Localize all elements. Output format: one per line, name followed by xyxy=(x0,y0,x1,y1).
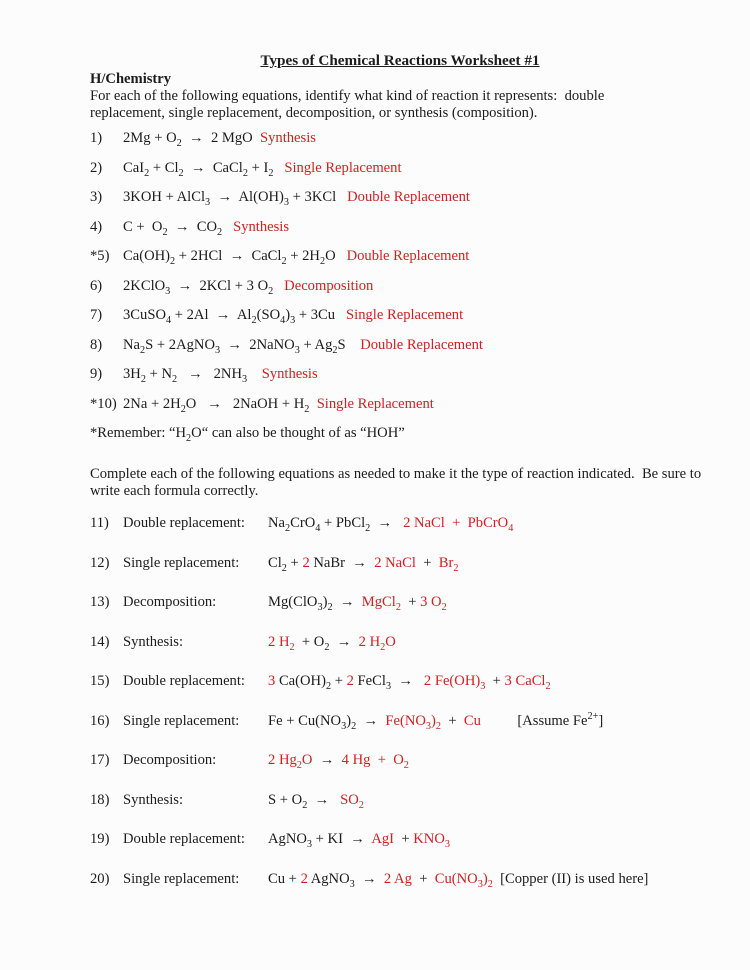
equation-segment: + xyxy=(394,831,414,847)
equation-segment: Single Replacement xyxy=(284,159,402,176)
equation-segment: NaBr → xyxy=(309,554,375,571)
section2-instructions-line2: write each formula correctly. xyxy=(90,483,259,499)
question-row xyxy=(90,871,710,888)
question-row xyxy=(90,337,710,354)
question-row xyxy=(90,248,710,265)
equation-segment: $Fe + Cu(NO_3)_2$ → xyxy=(268,712,386,732)
equation-segment: FeCl$_3$ → xyxy=(353,673,424,692)
question-number: 4) xyxy=(90,218,103,235)
equation-segment: $Fe(NO_3)_2$ xyxy=(385,712,442,732)
question-equation xyxy=(268,831,450,848)
question-row xyxy=(90,278,710,295)
equation-segment: $KNO_3$ xyxy=(413,831,450,850)
question-equation xyxy=(268,634,396,651)
question-number: 1) xyxy=(90,130,103,146)
equation-segment: 3CuSO$_4$ + $2Al \to Al_2(SO_4)_3 + 3Cu$ xyxy=(123,307,347,326)
equation-segment: + xyxy=(411,870,435,887)
equation-segment: + xyxy=(400,594,421,610)
equation-segment: Single Replacement xyxy=(316,395,434,412)
question-number: 9) xyxy=(90,366,103,382)
question-row xyxy=(90,634,710,651)
equation-segment: Decomposition xyxy=(284,277,374,294)
remember-note: *Remember: “$H_2O“$ can also be thought of as “HOH” xyxy=(90,425,405,444)
equation-segment: $Ca(OH)_2$ + xyxy=(275,673,347,692)
question-number: 16) xyxy=(90,712,110,729)
question-equation xyxy=(123,307,463,324)
question-equation xyxy=(268,515,513,532)
question-equation xyxy=(268,792,364,809)
equation-segment: AgNO$_3$ → xyxy=(307,870,384,890)
question-number: 2) xyxy=(90,159,103,176)
section-identify-reactions xyxy=(90,130,710,413)
equation-segment: 2 xyxy=(302,554,310,571)
equation-segment: + $O_2$ → xyxy=(294,633,359,653)
equation-segment: $2Na + 2H_2O$ → 2NaOH + $H_2$ xyxy=(123,395,310,415)
equation-segment: Double Replacement xyxy=(346,248,470,264)
equation-segment: Double Replacement xyxy=(360,336,483,353)
question-number: 20) xyxy=(90,870,110,887)
equation-segment: + xyxy=(485,673,505,689)
question-row xyxy=(90,219,710,236)
equation-segment: $SO_2$ xyxy=(340,791,364,811)
equation-segment: [Copper (II) is used here] xyxy=(492,870,649,887)
equation-segment: AgI xyxy=(371,831,395,847)
equation-segment: Cu + xyxy=(268,870,301,887)
equation-segment: 2 $Hg_2O$ xyxy=(268,752,313,771)
reaction-type-label: Single replacement: xyxy=(123,554,240,571)
question-number: *10) xyxy=(90,395,117,412)
equation-segment: 2 NaCl xyxy=(374,554,416,571)
question-row xyxy=(90,366,710,383)
equation-segment: $Cu(NO_3)_2$ xyxy=(434,870,493,890)
question-equation xyxy=(123,337,483,354)
equation-segment: 4 $Hg + O_2$ xyxy=(341,752,409,771)
equation-segment: $S + O_2$ → xyxy=(268,791,341,811)
question-row xyxy=(90,515,710,532)
equation-segment: $3H_2 + N_2 \to 2NH_3$ xyxy=(123,366,248,385)
equation-segment: 2KClO$_3$ → 2KCl + 3 $O_2$ xyxy=(123,277,274,297)
equation-segment: [Assume $Fe^{2+}$] xyxy=(480,710,604,729)
equation-segment: 3KOH + AlCl$_3$ → $Al(OH)_3 + 3KCl$ xyxy=(123,189,348,208)
reaction-type-label: Decomposition: xyxy=(123,594,217,610)
equation-segment: Single Replacement xyxy=(346,307,464,323)
intro-paragraph-line2: replacement, single replacement, decomposition, or synthesis (composition). xyxy=(90,105,538,121)
question-number: 13) xyxy=(90,594,110,610)
question-number: 7) xyxy=(90,307,103,323)
equation-segment: Cu xyxy=(463,712,481,729)
question-equation xyxy=(123,366,318,383)
question-equation xyxy=(123,160,402,177)
reaction-type-label: Single replacement: xyxy=(123,870,240,887)
question-row xyxy=(90,673,710,690)
reaction-type-label: Synthesis: xyxy=(123,633,184,650)
equation-segment: Synthesis xyxy=(233,218,290,235)
equation-segment: 3 CaCl$_2$ xyxy=(504,673,551,692)
question-equation xyxy=(123,219,289,236)
equation-segment: $Mg(ClO_3)_2$ → xyxy=(268,594,362,613)
question-equation xyxy=(123,396,434,413)
question-row xyxy=(90,307,710,324)
reaction-type-label: Synthesis: xyxy=(123,791,184,808)
question-row xyxy=(90,752,710,769)
question-row xyxy=(90,130,710,147)
equation-segment: $Na_2S$ + 2AgNO$_3$ → 2NaNO$_3$ + $Ag_2S$ xyxy=(123,336,361,356)
question-number: 12) xyxy=(90,554,110,571)
section2-instructions-line1: Complete each of the following equations as needed to make it the type of reaction indicated. Be sure to xyxy=(90,466,702,482)
question-equation xyxy=(268,594,447,611)
equation-segment: AgNO$_3$ + KI → xyxy=(268,831,372,850)
question-equation xyxy=(123,278,373,295)
equation-segment: 2 $Fe(OH)_3$ xyxy=(423,673,486,692)
question-number: 19) xyxy=(90,831,110,847)
question-number: 15) xyxy=(90,673,110,689)
question-row xyxy=(90,831,710,848)
equation-segment: $2Mg + O_2 \to 2$ MgO xyxy=(123,130,260,149)
reaction-type-label: Double replacement: xyxy=(123,673,245,689)
equation-segment: 2 xyxy=(346,673,354,689)
equation-segment: 3 $O_2$ xyxy=(420,594,447,613)
question-number: 17) xyxy=(90,752,110,768)
equation-segment: MgCl$_2$ xyxy=(361,594,401,613)
equation-segment: Synthesis xyxy=(260,130,316,146)
question-equation xyxy=(268,555,458,572)
question-number: 11) xyxy=(90,515,109,531)
course-label: H/Chemistry xyxy=(90,71,172,87)
question-equation xyxy=(268,710,604,732)
question-row xyxy=(90,710,710,732)
equation-segment: $CaI_2 + Cl_2$ → CaCl$_2$ + $I_2$ xyxy=(123,159,274,179)
question-equation xyxy=(123,130,316,147)
equation-segment: 2 Ag xyxy=(383,870,412,887)
intro-paragraph-line1: For each of the following equations, identify what kind of reaction it represents: double xyxy=(90,88,605,104)
question-number: 3) xyxy=(90,189,103,205)
equation-segment: + xyxy=(441,712,464,729)
question-number: 6) xyxy=(90,277,103,294)
reaction-type-label: Decomposition: xyxy=(123,752,217,768)
equation-segment: 3 xyxy=(268,673,276,689)
equation-segment: 2 xyxy=(300,870,308,887)
reaction-type-label: Single replacement: xyxy=(123,712,240,729)
question-equation xyxy=(123,189,470,206)
equation-segment: $Cl_2$ + xyxy=(268,554,303,574)
question-number: 18) xyxy=(90,791,110,808)
equation-segment: Synthesis xyxy=(261,366,318,382)
question-row xyxy=(90,555,710,572)
question-equation xyxy=(123,248,469,265)
question-number: *5) xyxy=(90,248,110,264)
equation-segment: $C + O_2 \to CO_2$ xyxy=(123,218,223,238)
question-equation xyxy=(268,673,551,690)
equation-segment: $Ca(OH)_2 + 2HCl$ → CaCl$_2$ + $2H_2O$ xyxy=(123,248,347,267)
question-row xyxy=(90,189,710,206)
equation-segment: 2 $H_2O$ xyxy=(358,633,396,653)
question-number: 14) xyxy=(90,633,110,650)
reaction-type-label: Double replacement: xyxy=(123,515,245,531)
question-row xyxy=(90,396,710,413)
equation-segment: 2 NaCl + PbCrO$_4$ xyxy=(403,515,514,534)
question-row xyxy=(90,160,710,177)
equation-segment: $Na_2CrO_4$ + PbCl$_2$ → xyxy=(268,515,404,534)
section-complete-equations xyxy=(90,515,710,888)
equation-segment: 2 $H_2$ xyxy=(268,633,295,653)
equation-segment: Double Replacement xyxy=(347,189,470,205)
question-row xyxy=(90,594,710,611)
equation-segment: → xyxy=(312,752,342,768)
question-equation xyxy=(268,871,648,888)
question-number: 8) xyxy=(90,336,103,353)
question-row xyxy=(90,792,710,809)
question-equation xyxy=(268,752,409,769)
equation-segment: $Br_2$ xyxy=(438,554,459,574)
reaction-type-label: Double replacement: xyxy=(123,831,245,847)
equation-segment: + xyxy=(415,554,439,571)
page-title: Types of Chemical Reactions Worksheet #1 xyxy=(260,52,540,69)
